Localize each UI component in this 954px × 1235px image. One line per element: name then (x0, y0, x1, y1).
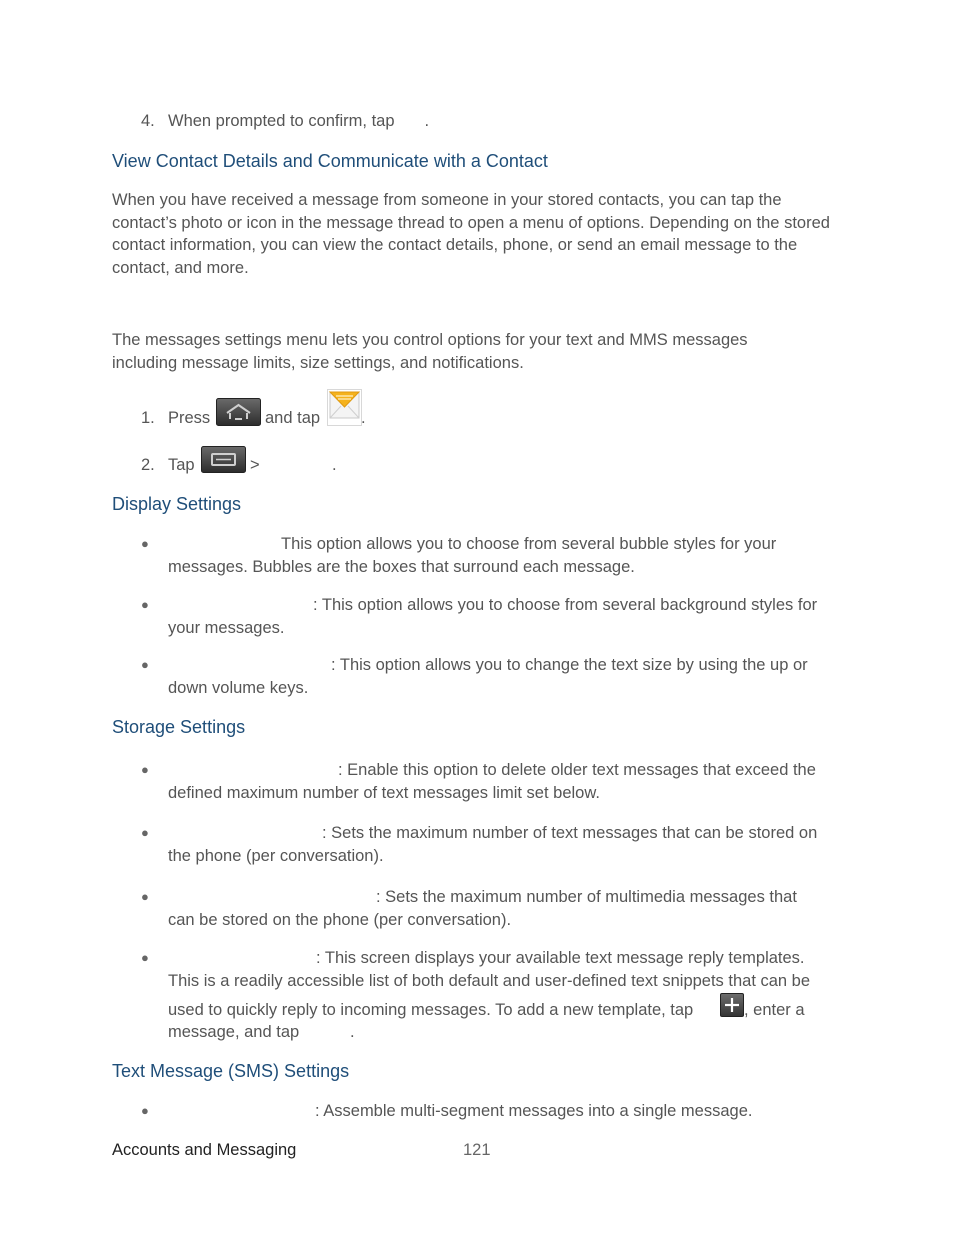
step4-text: When prompted to confirm, tap (168, 112, 395, 130)
templates-line3b: , enter a (744, 1001, 805, 1019)
bullet: ● (141, 657, 149, 672)
storage-item-2-line1: : Sets the maximum number of text messages that can be stored on (322, 824, 818, 842)
step-text (168, 110, 429, 133)
page-number: 121 (463, 1141, 491, 1159)
templates-line4b: . (350, 1023, 355, 1041)
storage-item-3-line1: : Sets the maximum number of multimedia messages that (376, 888, 797, 906)
templates-line3a: used to quickly reply to incoming messages. To add a new template, tap (168, 1001, 694, 1019)
step-number: 2. (141, 456, 155, 474)
step-number: 1. (141, 409, 155, 427)
display-item-2-line2: your messages. (168, 619, 285, 637)
step-text: Tap (168, 456, 195, 474)
bullet: ● (141, 597, 149, 612)
templates-line4a: message, and tap (168, 1023, 300, 1041)
footer-section-name: Accounts and Messaging (112, 1141, 297, 1159)
messaging-app-icon (327, 389, 362, 431)
bullet: ● (141, 762, 149, 777)
home-key-icon (216, 398, 261, 431)
section-heading-sms: Text Message (SMS) Settings (112, 1061, 350, 1081)
section-heading-storage: Storage Settings (112, 717, 246, 737)
add-plus-icon (720, 993, 744, 1022)
step-text: Press (168, 409, 211, 427)
contact-paragraph: When you have received a message from someone in your stored contacts, you can tap the contact’s photo or icon in the message thread to open a menu of options. Depending on the stored contact information, you can view the contact details, phone, or send an email message to the contact, and more. (112, 191, 830, 278)
step1-end: . (361, 409, 366, 427)
storage-item-1-line2: defined maximum number of text messages limit set below. (168, 784, 600, 802)
templates-line1: : This screen displays your available text message reply templates. (316, 949, 805, 967)
bullet: ● (141, 1103, 149, 1118)
step-number: 4. (141, 112, 155, 130)
storage-item-3-line2: can be stored on the phone (per conversation). (168, 911, 512, 929)
storage-item-2-line2: the phone (per conversation). (168, 847, 384, 865)
step4-end: . (424, 112, 430, 130)
section-heading-display: Display Settings (112, 494, 242, 514)
display-item-3-line1: : This option allows you to change the text size by using the up or (331, 656, 808, 674)
section-heading-contact: View Contact Details and Communicate with a Contact (112, 151, 548, 171)
bullet: ● (141, 950, 149, 965)
menu-key-icon (201, 446, 246, 478)
step2-end: . (332, 456, 337, 474)
templates-line2: This is a readily accessible list of both default and user-defined text snippets that can be (168, 972, 811, 990)
and-tap-text: and tap (265, 409, 321, 427)
bullet: ● (141, 825, 149, 840)
display-item-1-line1: This option allows you to choose from several bubble styles for your (281, 535, 777, 553)
sms-item-1-line1: : Assemble multi-segment messages into a single message. (315, 1102, 753, 1120)
settings-paragraph: The messages settings menu lets you control options for your text and MMS messages including message limits, size settings, and notifications. (112, 331, 748, 372)
bullet: ● (141, 536, 149, 551)
display-item-1-line2: messages. Bubbles are the boxes that surround each message. (168, 558, 635, 576)
display-item-2-line1: : This option allows you to choose from several background styles for (313, 596, 818, 614)
storage-item-1-line1: : Enable this option to delete older text messages that exceed the (338, 761, 816, 779)
bullet: ● (141, 889, 149, 904)
display-item-3-line2: down volume keys. (168, 679, 309, 697)
step2-gt: > (250, 456, 260, 474)
